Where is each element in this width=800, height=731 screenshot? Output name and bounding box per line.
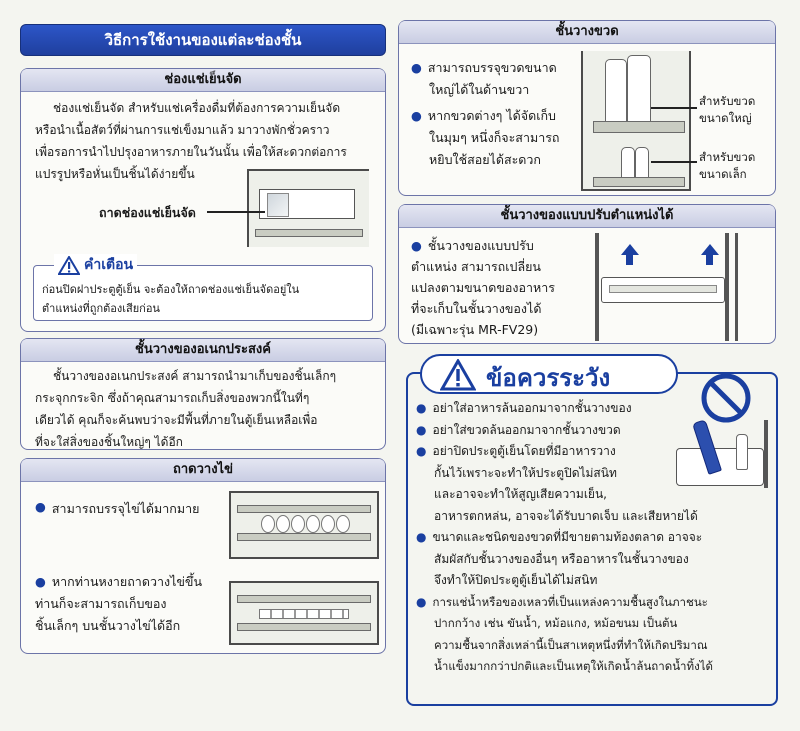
caution-line: ขนาดและชนิดของขวดที่มีขายตามท้องตลาด อาจจะ	[432, 530, 703, 544]
warning-triangle-icon	[58, 256, 80, 275]
bullet-icon: ●	[35, 574, 46, 589]
multi-description	[35, 365, 380, 453]
warning-title: คำเตือน	[84, 257, 134, 273]
caution-line: ปากกว้าง เช่น ขันน้ำ, หม้อแกง, หม้อขนม เป็นต้น	[434, 616, 678, 630]
tray-pointer-line	[207, 211, 265, 213]
caution-line: อาหารตกหล่น, อาจจะได้รับบาดเจ็บ และเสียหายได้	[434, 508, 698, 523]
arrow-up-icon	[626, 255, 633, 265]
bottle-item-1	[411, 57, 557, 101]
arrow-up-icon	[701, 244, 719, 255]
bottle-line: หากขวดต่างๆ ได้จัดเก็บ	[427, 108, 556, 123]
warning-text	[42, 280, 299, 318]
adjust-line: (มีเฉพาะรุ่น MR-FV29)	[411, 322, 539, 337]
egg-item-2-line: ชิ้นเล็กๆ บนชั้นวางไข่ได้อีก	[35, 618, 181, 633]
adjust-line: ตำแหน่ง สามารถเปลี่ยน	[411, 259, 541, 274]
egg-item-1	[35, 499, 199, 519]
bullet-icon: ●	[416, 401, 427, 415]
warning-box	[33, 257, 373, 321]
bullet-icon: ●	[411, 108, 422, 123]
egg-item-2-line: หากท่านหงายถาดวางไข่ขึ้น	[51, 574, 203, 589]
fridge-wall-right	[735, 233, 738, 341]
adjust-line: ชั้นวางของแบบปรับ	[427, 238, 534, 253]
caution-title: ข้อควรระวัง	[486, 364, 611, 392]
page-title-banner	[20, 24, 386, 56]
caution-item	[416, 420, 772, 442]
caution-item	[416, 398, 772, 420]
egg-item-2-line: ท่านก็จะสามารถเก็บของ	[35, 596, 167, 611]
egg-icon	[291, 515, 305, 533]
label-line: สำหรับขวด	[699, 94, 756, 108]
label-pointer-big	[651, 107, 697, 109]
bottle-line: ใหญ่ได้ในด้านขวา	[429, 82, 530, 97]
caution-list	[416, 398, 772, 678]
tray-label: ถาดช่องแช่เย็นจัด	[99, 205, 196, 220]
chill-header: ช่องแช่เย็นจัด	[21, 69, 385, 92]
chill-line: ช่องแช่เย็นจัด สำหรับแช่เครื่องดื่มที่ต้องการความเย็นจัด	[53, 101, 341, 115]
chill-line: เพื่อรอการนำไปปรุงอาหารภายในวันนั้น เพื่อให้สะดวกต่อการ	[35, 145, 347, 159]
caution-heading	[420, 354, 678, 394]
label-line: ขนาดเล็ก	[699, 167, 747, 181]
bottle-line: ในมุมๆ หนึ่งก็จะสามารถ	[429, 130, 560, 145]
bullet-icon: ●	[416, 422, 427, 437]
bottle-line: สามารถบรรจุขวดขนาด	[427, 60, 557, 75]
egg-icon	[321, 515, 335, 533]
caution-line: จึงทำให้ปิดประตูตู้เย็นได้ไม่สนิท	[434, 573, 598, 587]
caution-item	[416, 527, 772, 592]
bottle-shelf-lower	[593, 177, 685, 187]
bottle-icon	[635, 147, 649, 181]
egg-tray-panel	[20, 458, 386, 654]
fridge-wall-left	[595, 233, 599, 341]
chill-tray-illustration	[247, 169, 369, 247]
adjust-line: แปลงตามขนาดของอาหาร	[411, 280, 556, 295]
egg-shelf	[237, 595, 371, 603]
caution-line: น้ำแข็งมากกว่าปกติและเป็นเหตุให้เกิดน้ำล้นถาดน้ำทิ้งได้	[434, 659, 713, 673]
chill-compartment-panel	[20, 68, 386, 332]
caution-line: การแช่น้ำหรือของเหลวที่เป็นแหล่งความชื้นสูงในภาชนะ	[432, 594, 708, 609]
egg-icon	[306, 515, 320, 533]
small-items	[259, 609, 349, 619]
chill-line: หรือนำเนื้อสัตว์ที่ผ่านการแช่เข็งมาแล้ว มาวางพักชั่วคราว	[35, 123, 330, 137]
label-line: ขนาดใหญ่	[699, 111, 752, 125]
label-small-bottles	[699, 149, 755, 183]
warning-heading	[54, 254, 137, 276]
page-title: วิธีการใช้งานของแต่ละช่องชั้น	[104, 31, 302, 49]
egg-tray-illustration-full	[229, 491, 379, 559]
bottle-icon	[605, 59, 627, 123]
bottle-shelf-upper	[593, 121, 685, 133]
egg-icon	[276, 515, 290, 533]
multi-header: ชั้นวางของอเนกประสงค์	[21, 339, 385, 362]
label-line: สำหรับขวด	[699, 150, 756, 164]
egg-shelf	[237, 505, 371, 513]
adjust-line: ที่จะเก็บในชั้นวางของได้	[411, 301, 542, 316]
multi-purpose-panel	[20, 338, 386, 450]
bullet-icon: ●	[411, 60, 422, 75]
bottle-header: ชั้นวางขวด	[399, 21, 775, 44]
egg-header: ถาดวางไข่	[21, 459, 385, 482]
egg-icon	[261, 515, 275, 533]
caution-line: อย่าใส่ขวดล้นออกมาจากชั้นวางขวด	[432, 422, 621, 437]
caution-line: และอาจจะทำให้สูญเสียความเย็น,	[434, 487, 607, 501]
egg-item-2	[35, 571, 202, 637]
caution-line: กั้นไว้เพราะจะทำให้ประตูปิดไม่สนิท	[434, 465, 617, 480]
tray-glass	[267, 193, 289, 217]
adjust-header: ชั้นวางของแบบปรับตำแหน่งได้	[399, 205, 775, 228]
egg-shelf	[237, 533, 371, 541]
warning-triangle-icon	[440, 359, 476, 391]
bullet-icon: ●	[416, 530, 427, 544]
bottle-icon	[627, 55, 651, 123]
caution-line: อย่าปิดประตูตู้เย็นโดยที่มีอาหารวาง	[432, 444, 616, 458]
caution-item	[416, 592, 772, 678]
chill-line: แปรรูปหรือหั่นเป็นชิ้นได้ง่ายขึ้น	[35, 167, 195, 181]
label-big-bottles	[699, 93, 755, 127]
adjustable-shelf-illustration	[595, 233, 767, 341]
bullet-icon: ●	[35, 499, 46, 514]
arrow-up-icon	[706, 255, 713, 265]
egg-shelf	[237, 623, 371, 631]
adjustable-shelf-lip	[609, 285, 717, 293]
caution-line: สัมผัสกับชั้นวางของอื่นๆ หรืออาหารในชั้นวางของ	[434, 551, 689, 566]
bullet-icon: ●	[416, 444, 427, 458]
adjustable-shelf-panel	[398, 204, 776, 344]
multi-line: เดียวได้ คุณก็จะค้นพบว่าจะมีพื้นที่ภายในตู้เย็นเหลือเพื่อ	[35, 413, 318, 427]
bullet-icon: ●	[411, 238, 422, 253]
bottle-icon	[621, 147, 635, 181]
adjust-description	[411, 235, 555, 340]
multi-line: ที่จะใส่สิ่งของชิ้นใหญ่ๆ ได้อีก	[35, 435, 183, 449]
egg-icon	[336, 515, 350, 533]
multi-line: ชั้นวางของอเนกประสงค์ สามารถนำมาเก็บของชิ้นเล็กๆ	[53, 369, 337, 383]
warning-line: ตำแหน่งที่ถูกต้องเสียก่อน	[42, 302, 160, 315]
egg-tray-illustration-flipped	[229, 581, 379, 645]
caution-item	[416, 441, 772, 527]
bottle-item-2	[411, 105, 560, 171]
bullet-icon: ●	[416, 594, 427, 609]
caution-line: อย่าใส่อาหารล้นออกมาจากชั้นวางของ	[432, 401, 632, 415]
caution-line: ความชื้นจากสิ่งเหล่านี้เป็นสาเหตุหนึ่งที่ทำให้เกิดปริมาณ	[434, 637, 708, 652]
arrow-up-icon	[621, 244, 639, 255]
label-pointer-small	[651, 161, 697, 163]
multi-line: กระจุกกระจิก ซึ่งถ้าคุณสามารถเก็บสิ่งของพวกนี้ในที่ๆ	[35, 391, 310, 405]
egg-item-1-text: สามารถบรรจุไข่ได้มากมาย	[51, 501, 200, 516]
fridge-shelf-line	[255, 229, 363, 237]
bottle-line: หยิบใช้สอยได้สะดวก	[429, 152, 541, 167]
warning-line: ก่อนปิดฝาประตูตู้เย็น จะต้องให้ถาดช่องแช่เย็นจัดอยู่ใน	[42, 283, 300, 296]
fridge-wall-right	[725, 233, 729, 341]
bottle-shelf-illustration	[581, 51, 691, 191]
bottle-shelf-panel	[398, 20, 776, 196]
